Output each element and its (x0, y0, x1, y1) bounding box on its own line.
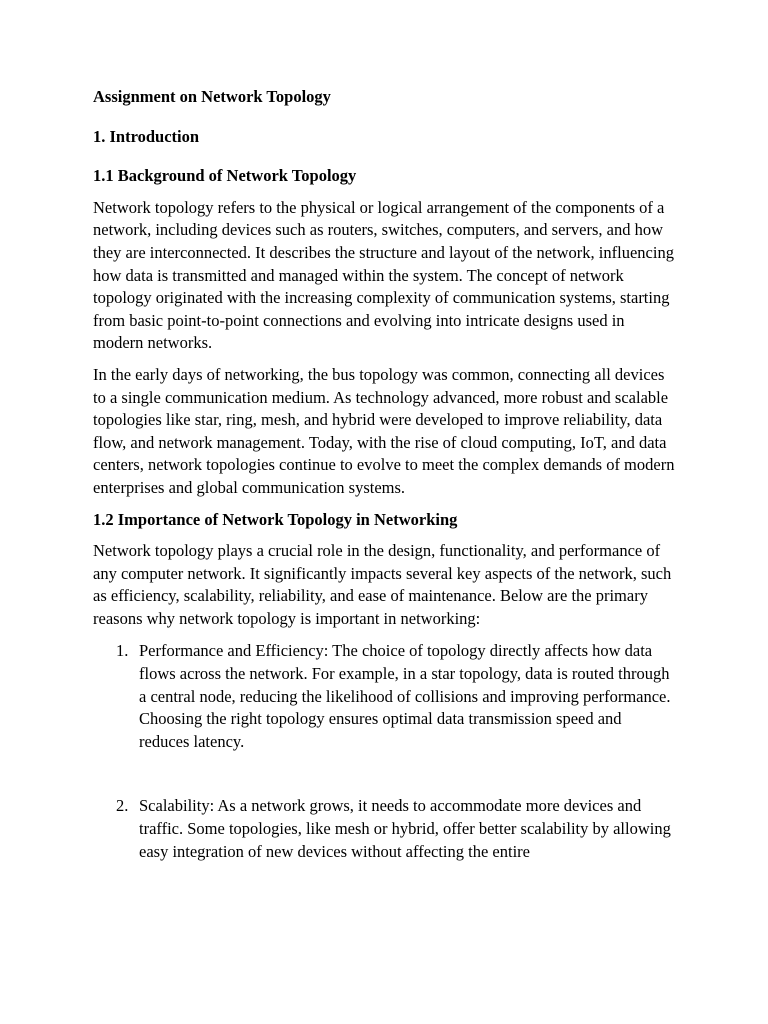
subsection-heading-importance: 1.2 Importance of Network Topology in Networking (93, 509, 458, 529)
list-item-text: Scalability: As a network grows, it needs to accommodate more devices and traffic. Some topologies, like mesh or hybrid, offer better scalability by allowing easy integration of new devices without affecting the entire (139, 796, 671, 861)
section-heading-introduction: 1. Introduction (93, 126, 200, 146)
paragraph-background-1: Network topology refers to the physical or logical arrangement of the components of a network, including devices such as routers, switches, computers, and servers, and how they are interconnected. It describes the structure and layout of the network, influencing how data is transmitted and managed within the system. The concept of network topology originated with the increasing complexity of communication systems, starting from basic point-to-point connections and evolving into intricate designs used in modern networks. (93, 197, 674, 353)
paragraph-background-2: In the early days of networking, the bus topology was common, connecting all devices to a single communication medium. As technology advanced, more robust and scalable topologies like star, ring, mesh, and hybrid were developed to improve reliability, data flow, and network management. Today, with the rise of cloud computing, IoT, and data centers, network topologies continue to evolve to meet the complex demands of modern enterprises and global communication systems. (93, 364, 675, 497)
list-item (93, 640, 675, 753)
list-item-number: 2. (116, 796, 129, 816)
importance-list (93, 640, 675, 863)
document-title: Assignment on Network Topology (93, 87, 331, 106)
list-item-text: Performance and Efficiency: The choice of topology directly affects how data flows across the network. For example, in a star topology, data is routed through a central node, reducing the likelihood of collisions and improving performance. Choosing the right topology ensures optimal data transmission speed and reduces latency. (139, 641, 671, 751)
document-page (93, 86, 675, 863)
subsection-heading-background: 1.1 Background of Network Topology (93, 166, 357, 186)
paragraph-importance-intro: Network topology plays a crucial role in the design, functionality, and performance of any computer network. It significantly impacts several key aspects of the network, such as efficiency, scalability, reliability, and ease of maintenance. Below are the primary reasons why network topology is important in networking: (93, 541, 672, 628)
list-item (93, 795, 675, 863)
list-item-number: 1. (116, 641, 129, 661)
